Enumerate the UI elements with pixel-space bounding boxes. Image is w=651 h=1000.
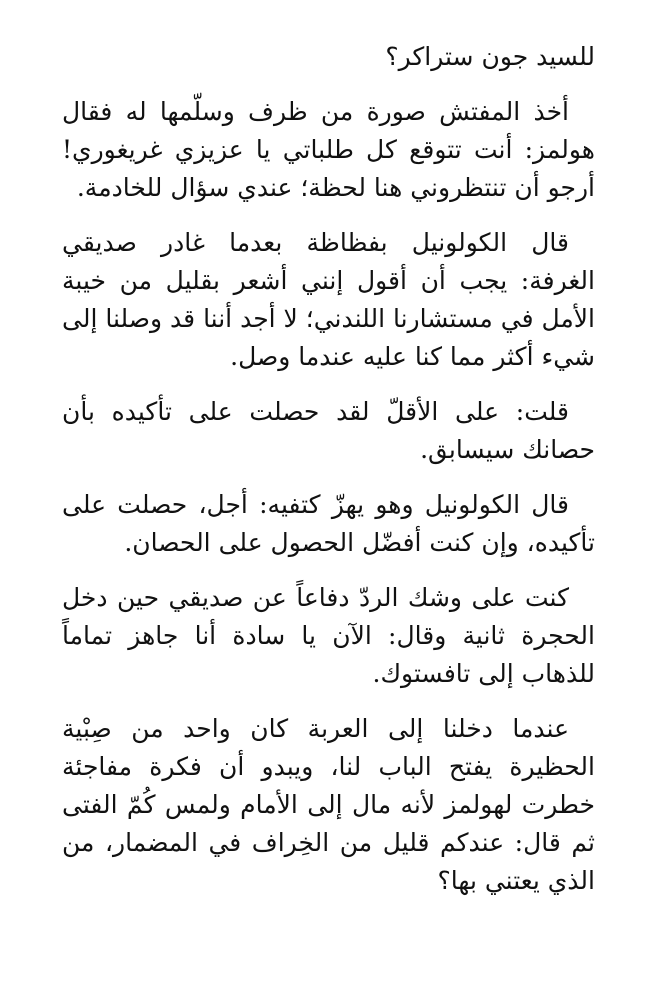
paragraph-4: قلت: على الأقلّ لقد حصلت على تأكيده بأن حصانك سيسابق. xyxy=(62,397,595,464)
book-page xyxy=(62,38,595,1000)
paragraph-1: للسيد جون ستراكر؟ xyxy=(385,42,595,71)
paragraph-7: عندما دخلنا إلى العربة كان واحد من صِبْية الحظيرة يفتح الباب لنا، ويبدو أن فكرة مفاجئة خطرت لهولمز لأنه مال إلى الأمام ولمس كُمّ الفتى ثم قال: عندكم قليل من الخِراف في المضمار، من الذي يعتني بها؟ xyxy=(62,714,595,895)
paragraph-6: كنت على وشك الردّ دفاعاً عن صديقي حين دخل الحجرة ثانية وقال: الآن يا سادة أنا جاهز تماماً للذهاب إلى تافستوك. xyxy=(62,583,595,688)
paragraph-5: قال الكولونيل وهو يهزّ كتفيه: أجل، حصلت على تأكيده، وإن كنت أفضّل الحصول على الحصان. xyxy=(62,490,595,557)
paragraph-3: قال الكولونيل بفظاظة بعدما غادر صديقي الغرفة: يجب أن أقول إنني أشعر بقليل من خيبة الأمل في مستشارنا اللندني؛ لا أجد أننا قد وصلنا إلى شيء أكثر مما كنا عليه عندما وصل. xyxy=(62,228,595,371)
paragraph-2: أخذ المفتش صورة من ظرف وسلّمها له فقال هولمز: أنت تتوقع كل طلباتي يا عزيزي غريغوري! أرجو أن تنتظروني هنا لحظة؛ عندي سؤال للخادمة. xyxy=(62,97,595,202)
